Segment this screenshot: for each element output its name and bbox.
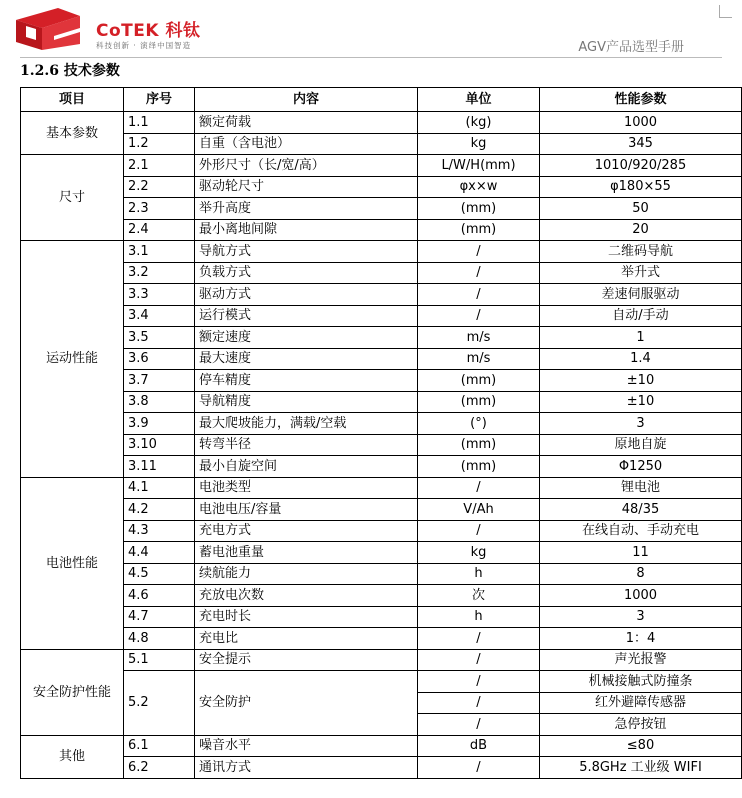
unit-cell: (mm) [418, 370, 540, 392]
table-row [21, 198, 742, 220]
item-number-cell: 4.4 [124, 542, 195, 564]
value-cell: Φ1250 [540, 456, 742, 478]
unit-cell: / [418, 262, 540, 284]
value-cell: 8 [540, 563, 742, 585]
table-row [21, 370, 742, 392]
unit-cell: (mm) [418, 198, 540, 220]
table-row [21, 241, 742, 263]
category-cell: 尺寸 [21, 155, 124, 241]
value-cell: 48/35 [540, 499, 742, 521]
item-number-cell: 4.6 [124, 585, 195, 607]
table-row [21, 133, 742, 155]
value-cell: 1000 [540, 112, 742, 134]
page-corner-mark [719, 5, 732, 18]
item-name-cell: 负载方式 [195, 262, 418, 284]
value-cell: 二维码导航 [540, 241, 742, 263]
table-row [21, 434, 742, 456]
column-header: 项目 [21, 88, 124, 112]
table-row [21, 606, 742, 628]
item-name-cell: 驱动方式 [195, 284, 418, 306]
item-name-cell: 充电方式 [195, 520, 418, 542]
value-cell: 原地自旋 [540, 434, 742, 456]
unit-cell: V/Ah [418, 499, 540, 521]
value-cell: 在线自动、手动充电 [540, 520, 742, 542]
value-cell: 举升式 [540, 262, 742, 284]
value-cell: 差速伺服驱动 [540, 284, 742, 306]
value-cell: ±10 [540, 391, 742, 413]
item-name-cell: 充电时长 [195, 606, 418, 628]
value-cell: 1.4 [540, 348, 742, 370]
table-row [21, 520, 742, 542]
table-row [21, 112, 742, 134]
value-cell: 3 [540, 606, 742, 628]
value-cell: 声光报警 [540, 649, 742, 671]
value-cell: 20 [540, 219, 742, 241]
value-cell: 锂电池 [540, 477, 742, 499]
table-row [21, 477, 742, 499]
item-name-cell: 最大爬坡能力，满载/空载 [195, 413, 418, 435]
item-number-cell: 4.2 [124, 499, 195, 521]
item-name-cell: 导航精度 [195, 391, 418, 413]
item-number-cell: 4.5 [124, 563, 195, 585]
value-cell: 机械接触式防撞条 [540, 671, 742, 693]
value-cell: ≤80 [540, 735, 742, 757]
item-name-cell: 蓄电池重量 [195, 542, 418, 564]
table-row [21, 305, 742, 327]
column-header: 单位 [418, 88, 540, 112]
table-row [21, 563, 742, 585]
unit-cell: φx×w [418, 176, 540, 198]
unit-cell: / [418, 284, 540, 306]
item-name-cell: 通讯方式 [195, 757, 418, 779]
item-name-cell: 驱动轮尺寸 [195, 176, 418, 198]
item-number-cell: 3.11 [124, 456, 195, 478]
unit-cell: / [418, 649, 540, 671]
unit-cell: m/s [418, 348, 540, 370]
cotek-logo-mark-icon [14, 6, 86, 52]
item-number-cell: 3.3 [124, 284, 195, 306]
value-cell: 345 [540, 133, 742, 155]
unit-cell: / [418, 714, 540, 736]
unit-cell: L/W/H(mm) [418, 155, 540, 177]
spec-table [20, 87, 742, 779]
column-header: 性能参数 [540, 88, 742, 112]
item-number-cell: 2.3 [124, 198, 195, 220]
value-cell: 1：4 [540, 628, 742, 650]
value-cell: 1 [540, 327, 742, 349]
item-name-cell: 最小自旋空间 [195, 456, 418, 478]
item-number-cell: 6.2 [124, 757, 195, 779]
table-row [21, 456, 742, 478]
unit-cell: (mm) [418, 219, 540, 241]
table-row [21, 542, 742, 564]
table-header-row [21, 88, 742, 112]
cotek-logo [14, 6, 229, 56]
item-number-cell: 6.1 [124, 735, 195, 757]
column-header: 内容 [195, 88, 418, 112]
value-cell: 3 [540, 413, 742, 435]
unit-cell: / [418, 241, 540, 263]
item-number-cell: 5.1 [124, 649, 195, 671]
value-cell: 1010/920/285 [540, 155, 742, 177]
item-number-cell: 3.1 [124, 241, 195, 263]
item-number-cell: 3.8 [124, 391, 195, 413]
unit-cell: (mm) [418, 391, 540, 413]
table-row [21, 155, 742, 177]
unit-cell: / [418, 628, 540, 650]
item-name-cell: 电池电压/容量 [195, 499, 418, 521]
item-name-cell: 额定荷载 [195, 112, 418, 134]
table-row [21, 413, 742, 435]
table-row [21, 671, 742, 693]
unit-cell: h [418, 606, 540, 628]
item-name-cell: 举升高度 [195, 198, 418, 220]
table-row [21, 499, 742, 521]
document-title: AGV产品选型手册 [578, 40, 684, 55]
value-cell: 11 [540, 542, 742, 564]
unit-cell: 次 [418, 585, 540, 607]
spec-table-body [21, 112, 742, 779]
item-name-cell: 电池类型 [195, 477, 418, 499]
value-cell: 5.8GHz 工业级 WIFI [540, 757, 742, 779]
table-row [21, 628, 742, 650]
unit-cell: kg [418, 133, 540, 155]
item-number-cell: 1.2 [124, 133, 195, 155]
item-number-cell: 4.1 [124, 477, 195, 499]
table-row [21, 585, 742, 607]
unit-cell: / [418, 520, 540, 542]
value-cell: 急停按钮 [540, 714, 742, 736]
item-name-cell: 自重（含电池） [195, 133, 418, 155]
table-row [21, 219, 742, 241]
value-cell: ±10 [540, 370, 742, 392]
unit-cell: (kg) [418, 112, 540, 134]
unit-cell: / [418, 305, 540, 327]
brand-slogan: 科技创新 · 演绎中国智造 [96, 41, 192, 50]
item-number-cell: 2.4 [124, 219, 195, 241]
item-number-cell: 4.8 [124, 628, 195, 650]
item-number-cell: 3.5 [124, 327, 195, 349]
item-name-cell: 停车精度 [195, 370, 418, 392]
item-number-cell: 3.7 [124, 370, 195, 392]
table-row [21, 649, 742, 671]
item-number-cell: 4.3 [124, 520, 195, 542]
table-row [21, 735, 742, 757]
table-row [21, 348, 742, 370]
unit-cell: / [418, 671, 540, 693]
item-number-cell: 1.1 [124, 112, 195, 134]
item-name-cell: 充放电次数 [195, 585, 418, 607]
item-number-cell: 2.1 [124, 155, 195, 177]
item-number-cell: 3.2 [124, 262, 195, 284]
section-title: 1.2.6 技术参数 [20, 63, 120, 79]
value-cell: 1000 [540, 585, 742, 607]
value-cell: 红外避障传感器 [540, 692, 742, 714]
item-name-cell: 安全提示 [195, 649, 418, 671]
unit-cell: dB [418, 735, 540, 757]
unit-cell: kg [418, 542, 540, 564]
unit-cell: (mm) [418, 456, 540, 478]
table-row [21, 262, 742, 284]
unit-cell: / [418, 692, 540, 714]
item-number-cell: 3.9 [124, 413, 195, 435]
table-row [21, 284, 742, 306]
item-name-cell: 运行模式 [195, 305, 418, 327]
table-row [21, 391, 742, 413]
table-row [21, 757, 742, 779]
item-number-cell: 3.10 [124, 434, 195, 456]
unit-cell: / [418, 757, 540, 779]
table-row [21, 327, 742, 349]
item-number-cell: 5.2 [124, 671, 195, 736]
item-name-cell: 续航能力 [195, 563, 418, 585]
item-number-cell: 3.4 [124, 305, 195, 327]
category-cell: 安全防护性能 [21, 649, 124, 735]
category-cell: 电池性能 [21, 477, 124, 649]
item-name-cell: 额定速度 [195, 327, 418, 349]
item-name-cell: 最小离地间隙 [195, 219, 418, 241]
item-name-cell: 转弯半径 [195, 434, 418, 456]
item-name-cell: 安全防护 [195, 671, 418, 736]
unit-cell: h [418, 563, 540, 585]
unit-cell: m/s [418, 327, 540, 349]
value-cell: φ180×55 [540, 176, 742, 198]
item-name-cell: 充电比 [195, 628, 418, 650]
category-cell: 基本参数 [21, 112, 124, 155]
table-row [21, 176, 742, 198]
unit-cell: (°) [418, 413, 540, 435]
unit-cell: / [418, 477, 540, 499]
item-number-cell: 4.7 [124, 606, 195, 628]
item-number-cell: 3.6 [124, 348, 195, 370]
category-cell: 运动性能 [21, 241, 124, 478]
value-cell: 50 [540, 198, 742, 220]
category-cell: 其他 [21, 735, 124, 778]
column-header: 序号 [124, 88, 195, 112]
item-name-cell: 噪音水平 [195, 735, 418, 757]
item-name-cell: 最大速度 [195, 348, 418, 370]
value-cell: 自动/手动 [540, 305, 742, 327]
header-divider [20, 57, 722, 58]
item-number-cell: 2.2 [124, 176, 195, 198]
item-name-cell: 导航方式 [195, 241, 418, 263]
item-name-cell: 外形尺寸（长/宽/高） [195, 155, 418, 177]
unit-cell: (mm) [418, 434, 540, 456]
brand-name: CoTEK 科钛 [96, 21, 201, 41]
